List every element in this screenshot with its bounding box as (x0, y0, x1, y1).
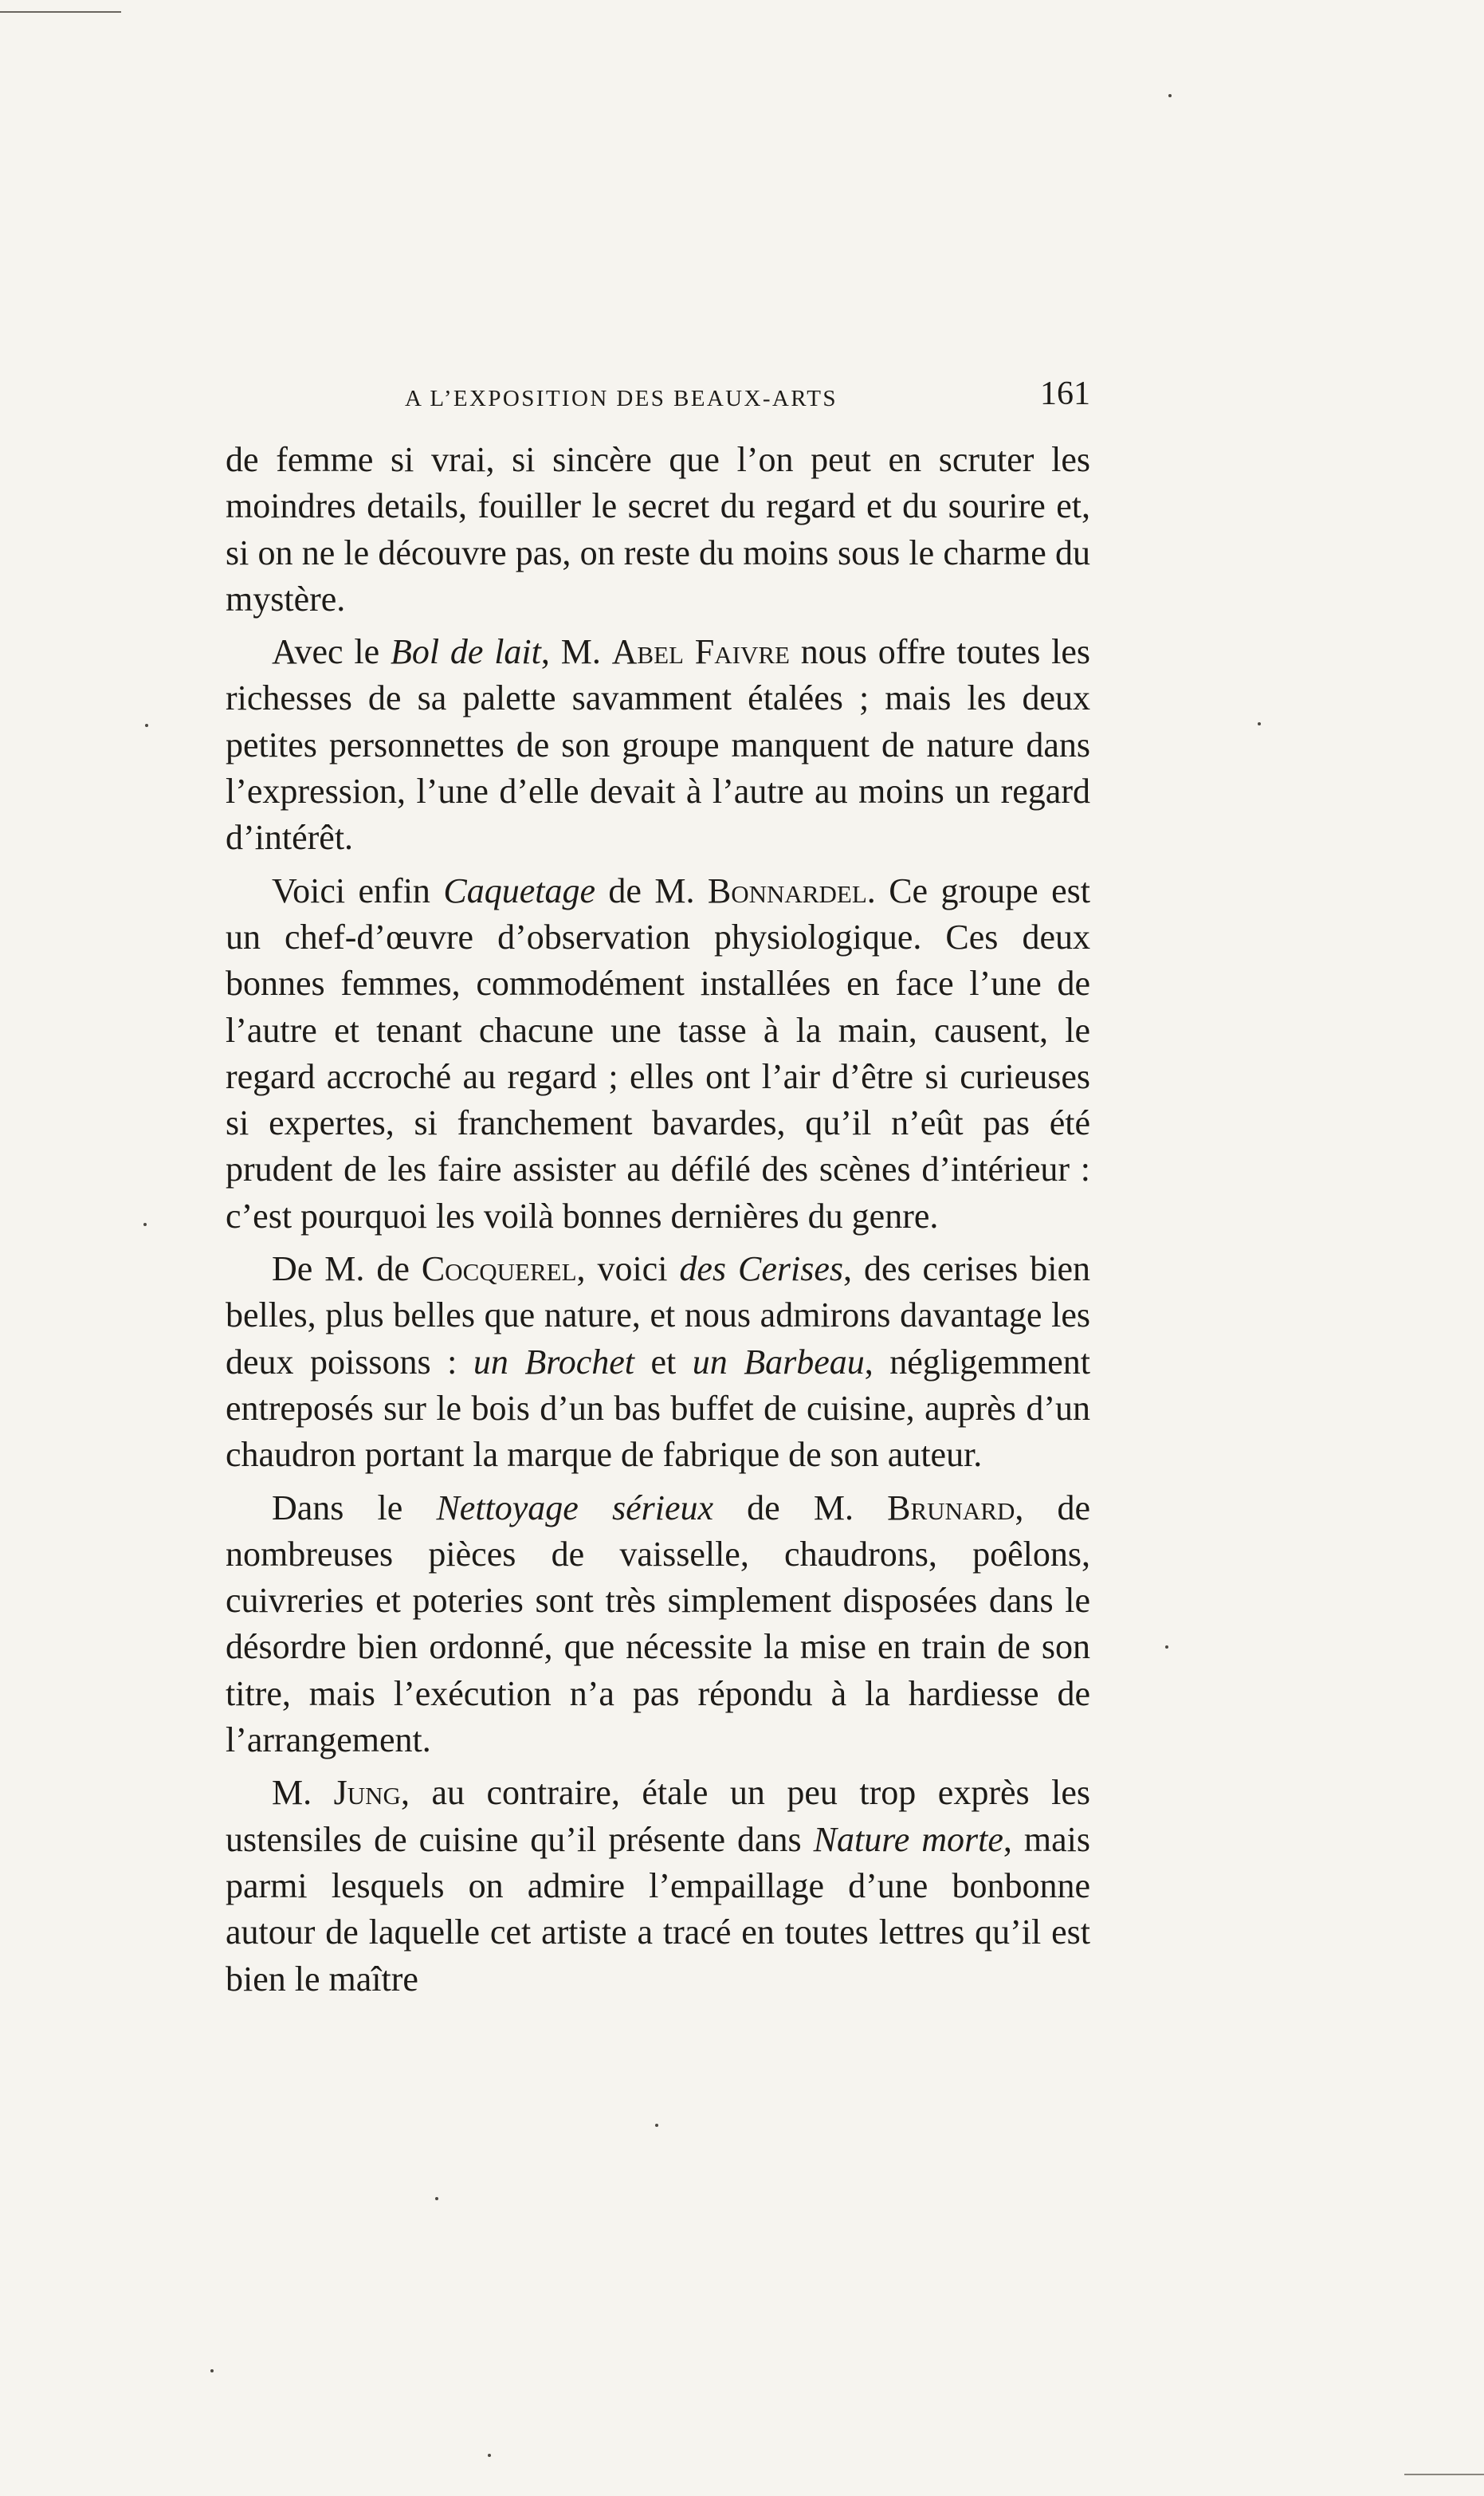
artist-name: Brunard (887, 1488, 1015, 1527)
paragraph-text: de femme si vrai, si sincère que l’on peut en scruter les moindres details, fouiller le secret du regard et du sourire et, si on ne le découvre pas, on reste du moins sous le charme du mystère. (226, 440, 1090, 619)
artwork-title: Caquetage (443, 871, 595, 910)
page-number: 161 (1040, 375, 1090, 412)
artwork-title: Nettoyage sérieux (436, 1488, 714, 1527)
text-run: de M. (713, 1488, 888, 1527)
text-run: M. (272, 1773, 334, 1813)
paragraph (226, 1770, 1090, 2002)
paragraph (226, 868, 1090, 1240)
bottom-edge-rule (1404, 2474, 1484, 2475)
paragraph (226, 437, 1090, 623)
artwork-title: des Cerises (679, 1249, 843, 1289)
artist-name: Bonnardel (707, 871, 867, 910)
text-run: , des cerises bien belles, plus belles que nature, et nous admirons davantage les deux poissons : (226, 1249, 1090, 1382)
page-header (405, 375, 1090, 423)
scan-speck (655, 2124, 658, 2127)
text-run: et (634, 1342, 693, 1382)
text-run: , mais parmi lesquels on admire l’empaillage d’une bonbonne autour de laquelle cet artiste a tracé en toutes lettres qu’il est bien le maître (226, 1819, 1090, 1999)
text-run: nous offre toutes les richesses de sa palette savamment étalées ; mais les deux petites personnettes de son groupe manquent de nature dans l’expression, l’une d’elle devait à l’autre au moins un regard d’intérêt. (226, 632, 1091, 858)
paragraph (226, 629, 1090, 861)
artist-name: Jung (333, 1773, 401, 1813)
text-run: , négligemment entreposés sur le bois d’un bas buffet de cuisine, auprès d’un chaudron portant la marque de fabrique de son auteur. (226, 1342, 1090, 1475)
artwork-title: un Brochet (473, 1342, 634, 1382)
scan-speck (145, 724, 148, 727)
text-run: Avec le (272, 632, 391, 672)
artist-name: Abel Faivre (611, 632, 790, 672)
text-run: , de nombreuses pièces de vaisselle, chaudrons, poêlons, cuivreries et poteries sont très simplement disposées dans le désordre bien ordonné, que nécessite la mise en train de son titre, mais l’exécution n’a pas répondu à la hardiesse de l’arrangement. (226, 1488, 1091, 1760)
paragraph (226, 1485, 1090, 1764)
text-run: De M. de (272, 1249, 422, 1289)
text-run: de M. (595, 871, 708, 910)
artwork-title: un Barbeau (692, 1342, 865, 1382)
text-run: . Ce groupe est un chef-d’œuvre d’observation physiologique. Ces deux bonnes femmes, commodément installées en face l’une de l’autre et tenant chacune une tasse à la main, causent, le regard accroché au regard ; elles ont l’air d’être si curieuses si expertes, si franchement bavardes, qu’il n’eût pas été prudent de les faire assister au défilé des scènes d’intérieur : c’est pourquoi les voilà bonnes dernières du genre. (226, 871, 1090, 1236)
artist-name: Cocquerel (421, 1249, 577, 1289)
paragraph (226, 1246, 1090, 1478)
top-edge-rule (0, 11, 121, 13)
scan-speck (210, 2369, 214, 2372)
artwork-title: Bol de lait (390, 632, 541, 672)
running-head: A L’EXPOSITION DES BEAUX-ARTS (405, 386, 838, 411)
artwork-title: Nature morte (813, 1819, 1003, 1859)
scan-speck (1168, 94, 1172, 97)
text-run: Dans le (272, 1488, 437, 1527)
text-run: Voici enfin (272, 871, 444, 910)
scan-speck (143, 1223, 147, 1226)
text-run: , M. (540, 632, 612, 672)
scan-speck (1258, 722, 1261, 725)
scan-speck (435, 2197, 438, 2200)
text-run: , voici (576, 1249, 680, 1289)
scan-speck (488, 2454, 491, 2457)
scan-speck (1165, 1645, 1168, 1649)
text-run: , au contraire, étale un peu trop exprès les ustensiles de cuisine qu’il présente dans (226, 1773, 1091, 1859)
body-text (226, 437, 1090, 2009)
